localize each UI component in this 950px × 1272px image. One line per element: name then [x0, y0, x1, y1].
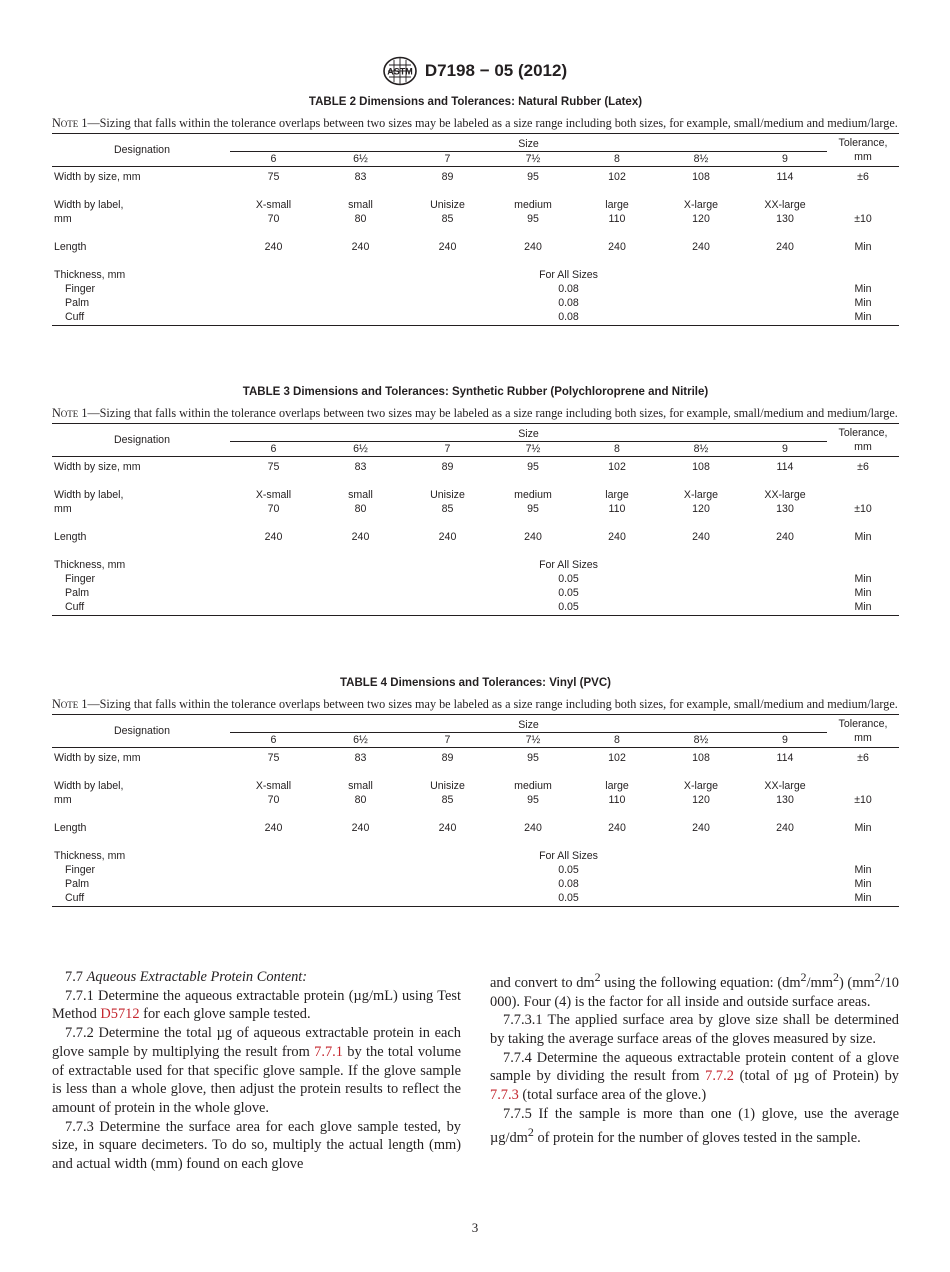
size-col: 8: [575, 152, 659, 167]
paragraph-7-7-1: 7.7.1 Determine the aqueous extractable protein (µg/mL) using Test Method D5712 for each glove sample tested.: [52, 987, 461, 1023]
size-col: 8½: [659, 442, 743, 457]
standard-designation: D7198 − 05 (2012): [424, 61, 568, 80]
width-by-size-row: Width by size, mm 75 83 89 95 102 108 114 ±6: [54, 171, 869, 183]
table-title: TABLE 3 Dimensions and Tolerances: Synthetic Rubber (Polychloroprene and Nitrile): [242, 386, 709, 398]
paragraph-7-7-3-1: 7.7.3.1 The applied surface area by glove size shall be determined by taking the average surface areas of the gloves measured by size.: [490, 1012, 899, 1047]
table-note: Note 1—Sizing that falls within the tolerance overlaps between two sizes may be labeled as a size range including both sizes, for example, small/medium and medium/large.: [52, 697, 898, 711]
size-col: 9: [743, 152, 827, 167]
size-header: Size: [230, 715, 827, 733]
table-title: TABLE 4 Dimensions and Tolerances: Vinyl (PVC): [340, 677, 611, 689]
dimensions-table: [52, 133, 899, 326]
paragraph-7-7-3: 7.7.3 Determine the surface area for each glove sample tested, by size, in square decimeters. To do so, multiply the actual length (mm) and actual width (mm) found on each glove: [52, 1118, 461, 1173]
size-col: 6½: [317, 733, 404, 748]
length-row: Length 240 240 240 240 240 240 240 Min: [54, 531, 872, 543]
palm-row: Palm 0.05 Min: [65, 587, 872, 599]
dimensions-table: [52, 714, 899, 907]
size-col: 7: [404, 152, 491, 167]
table-note: Note 1—Sizing that falls within the tolerance overlaps between two sizes may be labeled as a size range including both sizes, for example, small/medium and medium/large.: [52, 116, 898, 130]
paragraph-7-7-5: 7.7.5 If the sample is more than one (1) glove, use the average $\mu g/dm^2$ of protein for the number of gloves tested in the sample.: [490, 1105, 899, 1147]
designation-header: Designation: [52, 134, 230, 167]
cuff-row: Cuff 0.08 Min: [52, 310, 899, 326]
length-row: Length 240 240 240 240 240 240 240 Min: [54, 241, 872, 253]
cuff-row: Cuff 0.05 Min: [52, 891, 899, 907]
palm-row: Palm 0.08 Min: [65, 878, 872, 890]
table-4-block: [52, 677, 899, 907]
size-col: 7: [404, 442, 491, 457]
length-row: Length 240 240 240 240 240 240 240 Min: [54, 822, 872, 834]
astm-logo-icon: [383, 56, 417, 86]
paragraph-7-7-2: 7.7.2 Determine the total µg of aqueous extractable protein in each glove sample by multiplying the result from 7.7.1 by the total volume of extractable used for that specific glove sample. If the glove sample is less than a whole glove, then adjust the protein results to reflect the amount of protein in the whole glove.: [52, 1025, 461, 1116]
cuff-row: Cuff 0.05 Min: [52, 600, 899, 616]
size-col: 8½: [659, 152, 743, 167]
size-col: 6: [230, 152, 317, 167]
page-header: [0, 56, 950, 91]
link-d5712[interactable]: D5712: [100, 1006, 140, 1023]
left-column: [52, 968, 461, 1174]
thickness-row: Thickness, mm For All Sizes: [54, 850, 598, 862]
width-by-label-names-row: Width by label, X-small small Unisize medium large X-large XX-large: [54, 199, 806, 211]
finger-row: Finger 0.05 Min: [65, 864, 872, 876]
size-col: 6: [230, 733, 317, 748]
size-header: Size: [230, 134, 827, 152]
width-by-label-values-row: mm 70 80 85 95 110 120 130 ±10: [54, 503, 872, 515]
section-7-7-heading: 7.7 Aqueous Extractable Protein Content:: [65, 969, 308, 985]
tolerance-header: Tolerance, mm: [827, 134, 899, 167]
size-col: 7: [404, 733, 491, 748]
size-col: 6½: [317, 152, 404, 167]
size-col: 9: [743, 442, 827, 457]
size-col: 6: [230, 442, 317, 457]
size-col: 8½: [659, 733, 743, 748]
width-by-label-values-row: mm 70 80 85 95 110 120 130 ±10: [54, 213, 872, 225]
designation-header: Designation: [52, 424, 230, 457]
size-col: 9: [743, 733, 827, 748]
svg-text:ASTM: ASTM: [387, 66, 413, 77]
finger-row: Finger 0.08 Min: [65, 283, 872, 295]
size-col: 7½: [491, 442, 575, 457]
link-7-7-3[interactable]: 7.7.3: [490, 1087, 519, 1104]
dimensions-table: [52, 423, 899, 616]
paragraph-7-7-3-continued: and convert to $dm^2$ using the following equation: $(dm^2/mm^2)$ ($mm^2/10$ 000). Four (4) is the factor for all inside and outside surface areas.: [490, 970, 899, 1010]
width-by-size-row: Width by size, mm 75 83 89 95 102 108 114 ±6: [54, 752, 869, 764]
palm-row: Palm 0.08 Min: [65, 297, 872, 309]
finger-row: Finger 0.05 Min: [65, 573, 872, 585]
size-col: 7½: [491, 152, 575, 167]
size-header: Size: [230, 424, 827, 442]
width-by-size-row: Width by size, mm 75 83 89 95 102 108 114 ±6: [54, 461, 869, 473]
size-col: 6½: [317, 442, 404, 457]
size-col: 7½: [491, 733, 575, 748]
table-2-block: [52, 96, 899, 326]
link-7-7-2[interactable]: 7.7.2: [705, 1068, 734, 1085]
thickness-row: Thickness, mm For All Sizes: [54, 269, 598, 281]
width-by-label-values-row: mm 70 80 85 95 110 120 130 ±10: [54, 794, 872, 806]
width-by-label-names-row: Width by label, X-small small Unisize medium large X-large XX-large: [54, 489, 806, 501]
size-col: 8: [575, 442, 659, 457]
link-7-7-1[interactable]: 7.7.1: [314, 1043, 343, 1060]
right-column: [490, 968, 899, 1148]
size-col: 8: [575, 733, 659, 748]
tolerance-header: Tolerance, mm: [827, 715, 899, 748]
table-title: TABLE 2 Dimensions and Tolerances: Natural Rubber (Latex): [308, 96, 643, 108]
tolerance-header: Tolerance, mm: [827, 424, 899, 457]
page-number: 3: [471, 1220, 479, 1235]
width-by-label-names-row: Width by label, X-small small Unisize medium large X-large XX-large: [54, 780, 806, 792]
table-3-block: [52, 386, 899, 616]
thickness-row: Thickness, mm For All Sizes: [54, 559, 598, 571]
designation-header: Designation: [52, 715, 230, 748]
paragraph-7-7-4: 7.7.4 Determine the aqueous extractable protein content of a glove sample by dividing the result from 7.7.2 (total of µg of Protein) by 7.7.3 (total surface area of the glove.): [490, 1049, 899, 1104]
table-note: Note 1—Sizing that falls within the tolerance overlaps between two sizes may be labeled as a size range including both sizes, for example, small/medium and medium/large.: [52, 406, 898, 420]
